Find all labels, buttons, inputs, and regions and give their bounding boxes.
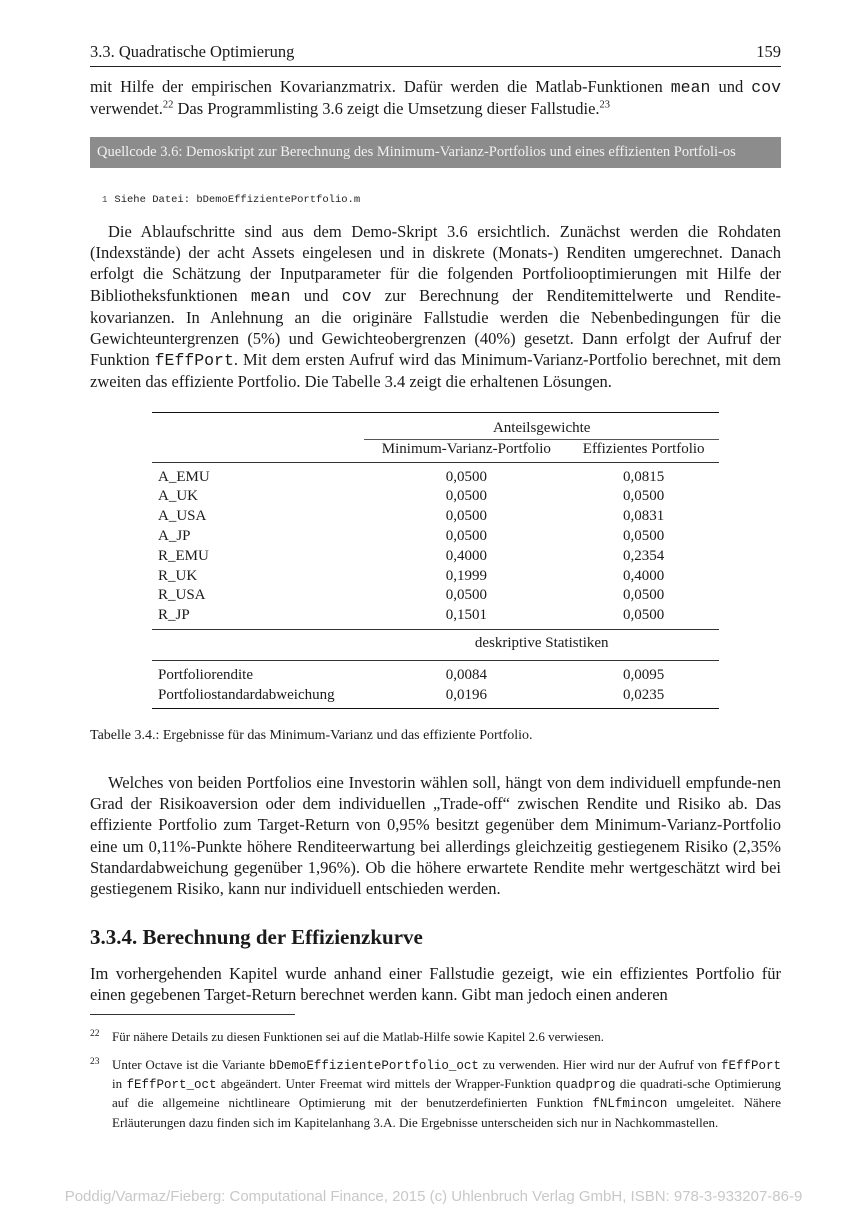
eff: 0,0500 [623, 607, 665, 624]
text: abgeändert. Unter Freemat wird mittels der Wrapper-Funktion [216, 1076, 556, 1092]
col-header-eff: Effizientes Portfolio [582, 440, 705, 457]
code: bDemoEffizientePortfolio_oct [268, 1059, 479, 1073]
col-header-mvp: Minimum-Varianz-Portfolio [381, 440, 551, 457]
listing-line [102, 194, 360, 206]
text: mit Hilfe der empirischen Kovarianzmatrix. Dafür werden die Matlab-Funktionen [90, 77, 671, 96]
paragraph-effizienzkurve [90, 963, 781, 1005]
line-text: Siehe Datei: bDemoEffizientePortfolio.m [114, 194, 361, 206]
text: und [290, 285, 342, 305]
eff: 0,2354 [623, 547, 665, 564]
eff: 0,0831 [623, 508, 665, 525]
table-row [152, 462, 719, 487]
stats-row [152, 660, 719, 685]
copyright-watermark: Poddig/Varmaz/Fieberg: Computational Finance, 2015 (c) Uhlenbruch Verlag GmbH, ISBN: 978-3-933207-86-9 [64, 1188, 803, 1205]
intro-paragraph [90, 76, 781, 119]
text: Das Programmlisting 3.6 zeigt die Umsetzung dieser Fallstudie. [173, 99, 600, 119]
footnote-23 [90, 1056, 781, 1132]
eff: 0,0500 [623, 587, 665, 604]
code-cov: cov [341, 286, 372, 306]
text: Die Ablaufschritte sind aus dem Demo-Skript 3.6 ersichtlich. Zunächst werden die Rohdaten (Indexstände) der acht Assets eingelesen und in diskrete (Monats-) Renditen umgerechnet. Danach erfolgt die Schätzung der Inputparameter für die folgenden Portfoliooptimierungen mit Hilfe der Bibliotheksfunktionen [90, 222, 781, 305]
text: verwendet. [90, 99, 163, 119]
asset: A_USA [158, 508, 207, 525]
eff: 0,0500 [623, 488, 665, 505]
stats-header: deskriptive Statistiken [474, 634, 609, 651]
line-number: 1 [102, 195, 108, 205]
mvp: 0,0500 [445, 527, 487, 544]
code: fNLfmincon [592, 1097, 668, 1112]
group-header: Anteilsgewichte [364, 413, 719, 440]
mvp: 0,0084 [445, 666, 487, 683]
footnote-text: Für nähere Details zu diesen Funktionen sei auf die Matlab-Hilfe sowie Kapitel 2.6 verwiesen. [112, 1029, 605, 1044]
table-row [152, 606, 719, 629]
text: Welches von beiden Portfolios eine Investorin wählen soll, hängt von dem individuell empfunde-nen Grad der Risikoaversion oder dem individuellen „Trade-off“ zwischen Rendite und Risiko ab. Das effiziente Portfolio zum Target-Return von 0,95% besitzt gegenüber dem Minimum-Varianz-Portfolio eine um 0,11%-Punkte höhere Renditeerwartung bei allerdings gleichzeitig gestiegenem Risiko (2,35% Standardabweichung gegenüber 1,96%). Ob die höhere erwartete Rendite mehr wertgeschätzt wird bei gestiegenem Risiko, kann nur individuell entschieden werden. [90, 773, 781, 899]
code-cov: cov [751, 78, 782, 97]
code-mean: mean [670, 78, 711, 97]
asset: A_JP [158, 527, 191, 544]
code-feffport: fEffPort [154, 351, 234, 371]
table-row [152, 487, 719, 507]
asset: R_JP [158, 607, 190, 624]
eff: 0,4000 [623, 567, 665, 584]
table-caption: Tabelle 3.4.: Ergebnisse für das Minimum-Varianz und das effiziente Portfolio. [90, 728, 533, 743]
mvp: 0,0500 [445, 508, 487, 525]
text: umgeleitet. Nähere Erläuterungen dazu finden sich im Kapitelanhang 3.A. Die Ergebnisse unterscheiden sich nur in Nachkommastellen. [112, 1095, 781, 1130]
asset: R_UK [158, 567, 198, 584]
footnote-ref-22[interactable]: 22 [162, 99, 174, 111]
empty-cell [152, 413, 364, 440]
asset: R_USA [158, 587, 206, 604]
footnote-ref-23[interactable]: 23 [599, 99, 611, 111]
eff: 0,0235 [623, 686, 665, 703]
text: und [710, 77, 752, 96]
running-header [90, 42, 781, 67]
paragraph-comparison [90, 772, 781, 899]
asset: A_EMU [158, 468, 210, 485]
stat-label: Portfoliorendite [158, 666, 253, 683]
mvp: 0,0500 [445, 587, 487, 604]
code: quadprog [555, 1078, 616, 1093]
mvp: 0,0196 [445, 686, 487, 703]
footnote-text [112, 1056, 781, 1132]
eff: 0,0500 [623, 527, 665, 544]
code-mean: mean [250, 286, 291, 306]
asset: A_UK [158, 488, 198, 505]
empty-cell [152, 439, 364, 462]
section-heading: 3.3.4. Berechnung der Effizienzkurve [90, 925, 423, 949]
footnote-mark: 23 [90, 1057, 100, 1067]
table-row [152, 547, 719, 567]
mvp: 0,1501 [445, 607, 487, 624]
mvp: 0,4000 [445, 547, 487, 564]
text: . Mit dem ersten Aufruf wird das Minimum-Varianz-Portfolio berechnet, mit dem zweiten das effiziente Portfolio. Die Tabelle 3.4 zeigt die erhaltenen Lösungen. [90, 350, 781, 392]
empty-cell [152, 629, 364, 660]
table-row [152, 507, 719, 527]
results-table [152, 412, 719, 709]
table-row [152, 586, 719, 606]
text: die quadrati-sche Optimierung auf die allgemeine nichtlineare Optimierung mit der benutzerdefinierten Funktion [112, 1076, 782, 1111]
mvp: 0,0500 [445, 468, 487, 485]
eff: 0,0815 [623, 468, 665, 485]
listing-caption: Quellcode 3.6: Demoskript zur Berechnung des Minimum-Varianz-Portfolios und eines effizienten Portfoli-os [90, 137, 781, 168]
footnote-22 [90, 1028, 781, 1046]
page-number: 159 [756, 42, 781, 61]
section-title: 3.3. Quadratische Optimierung [90, 42, 295, 61]
table-row [152, 567, 719, 587]
mvp: 0,1999 [445, 567, 487, 584]
paragraph-ablauf [90, 221, 781, 393]
mvp: 0,0500 [445, 488, 487, 505]
text: in [112, 1076, 127, 1092]
asset: R_EMU [158, 547, 209, 564]
stat-label: Portfoliostandardabweichung [158, 686, 335, 703]
footnote-divider [90, 1014, 295, 1015]
text: Im vorhergehenden Kapitel wurde anhand einer Fallstudie gezeigt, wie ein effizientes Portfolio für einen gegebenen Target-Return berechnet werden kann. Gibt man jedoch einen anderen [90, 964, 781, 1005]
stats-row [152, 686, 719, 709]
eff: 0,0095 [623, 666, 665, 683]
footnote-mark: 22 [90, 1029, 100, 1039]
text: zu verwenden. Hier wird nur der Aufruf von [478, 1057, 721, 1072]
code: fEffPort_oct [126, 1078, 217, 1093]
text: Unter Octave ist die Variante [112, 1057, 269, 1072]
code: fEffPort [721, 1059, 782, 1073]
table-row [152, 527, 719, 547]
text: zur Berechnung der Renditemittelwerte und Rendite-kovarianzen. In Anlehnung an die originäre Fallstudie werden die Nebenbedingungen für die Gewichteuntergrenzen (5%) und Gewichteobergrenzen (40%) gesetzt. Dann erfolgt der Aufruf der Funktion [90, 285, 781, 370]
